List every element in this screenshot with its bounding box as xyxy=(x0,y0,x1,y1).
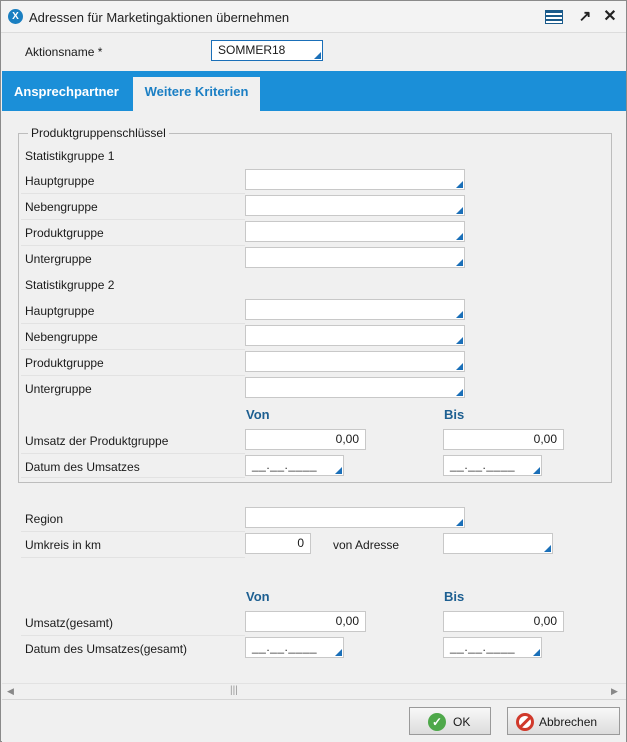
app-logo-icon: X xyxy=(8,9,23,24)
sg2-produktgruppe-label: Produktgruppe xyxy=(25,356,104,370)
sg1-untergruppe-input[interactable] xyxy=(245,247,465,268)
row-divider xyxy=(21,219,245,220)
umkreis-label: Umkreis in km xyxy=(25,538,102,552)
bis-column-heading: Bis xyxy=(444,407,465,422)
umsatz-produktgruppe-label: Umsatz der Produktgruppe xyxy=(25,434,169,448)
tab-ansprechpartner[interactable]: Ansprechpartner xyxy=(14,84,119,99)
dialog-footer xyxy=(2,699,626,742)
datum-umsatz-von-input[interactable]: __.__.____ xyxy=(245,455,344,476)
datum-umsatz-gesamt-bis-input[interactable]: __.__.____ xyxy=(443,637,542,658)
row-divider xyxy=(21,323,245,324)
horizontal-scrollbar[interactable] xyxy=(2,683,626,699)
sg2-hauptgruppe-input[interactable] xyxy=(245,299,465,320)
checkmark-icon: ✓ xyxy=(428,713,446,731)
sg1-hauptgruppe-label: Hauptgruppe xyxy=(25,174,95,188)
sg1-produktgruppe-label: Produktgruppe xyxy=(25,226,104,240)
umsatz-gesamt-bis-input[interactable]: 0,00 xyxy=(443,611,564,632)
sg2-hauptgruppe-label: Hauptgruppe xyxy=(25,304,95,318)
sg2-untergruppe-input[interactable] xyxy=(245,377,465,398)
von-adresse-label: von Adresse xyxy=(333,538,400,552)
umsatz-gesamt-label: Umsatz(gesamt) xyxy=(25,616,114,630)
umsatz-produktgruppe-bis-input[interactable]: 0,00 xyxy=(443,429,564,450)
tab-bar xyxy=(2,71,626,111)
sg2-produktgruppe-input[interactable] xyxy=(245,351,465,372)
ok-button[interactable] xyxy=(409,707,491,735)
sg1-nebengruppe-input[interactable] xyxy=(245,195,465,216)
gesamt-von-column-heading: Von xyxy=(246,589,270,604)
umsatz-gesamt-von-input[interactable]: 0,00 xyxy=(245,611,366,632)
row-divider xyxy=(21,375,245,376)
row-divider xyxy=(21,245,245,246)
von-adresse-input[interactable] xyxy=(443,533,553,554)
aktionsname-input[interactable]: SOMMER18 xyxy=(211,40,323,61)
row-divider xyxy=(21,453,245,454)
sg2-untergruppe-label: Untergruppe xyxy=(25,382,92,396)
ok-button-label: OK xyxy=(453,715,471,729)
sg2-nebengruppe-label: Nebengruppe xyxy=(25,330,98,344)
row-divider xyxy=(21,531,245,532)
datum-umsatz-gesamt-label: Datum des Umsatzes(gesamt) xyxy=(25,642,188,656)
aktionsname-label: Aktionsname * xyxy=(25,45,103,59)
sg1-untergruppe-label: Untergruppe xyxy=(25,252,92,266)
region-input[interactable] xyxy=(245,507,465,528)
umsatz-produktgruppe-von-input[interactable]: 0,00 xyxy=(245,429,366,450)
close-icon[interactable]: ✕ xyxy=(603,8,617,25)
scroll-grip-icon[interactable]: ||| xyxy=(230,685,238,696)
von-column-heading: Von xyxy=(246,407,270,422)
window-title: Adressen für Marketingaktionen übernehmen xyxy=(29,10,290,25)
scroll-left-icon[interactable]: ◀ xyxy=(7,686,14,696)
gesamt-bis-column-heading: Bis xyxy=(444,589,465,604)
statistikgruppe-1-heading: Statistikgruppe 1 xyxy=(25,149,115,163)
menu-icon[interactable] xyxy=(543,7,565,27)
title-bar xyxy=(1,1,626,33)
scroll-right-icon[interactable]: ▶ xyxy=(611,686,618,696)
row-divider xyxy=(21,557,245,558)
umkreis-input[interactable]: 0 xyxy=(245,533,311,554)
region-label: Region xyxy=(25,512,64,526)
produktgruppen-title: Produktgruppenschlüssel xyxy=(28,126,169,140)
maximize-icon[interactable]: ↗ xyxy=(578,8,592,25)
list-menu-icon xyxy=(545,10,563,24)
row-divider xyxy=(21,477,245,478)
datum-umsatz-bis-input[interactable]: __.__.____ xyxy=(443,455,542,476)
sg2-nebengruppe-input[interactable] xyxy=(245,325,465,346)
datum-umsatz-label: Datum des Umsatzes xyxy=(25,460,140,474)
sg1-produktgruppe-input[interactable] xyxy=(245,221,465,242)
statistikgruppe-2-heading: Statistikgruppe 2 xyxy=(25,278,115,292)
cancel-button-label: Abbrechen xyxy=(539,715,598,729)
row-divider xyxy=(21,635,245,636)
tab-weitere-kriterien[interactable]: Weitere Kriterien xyxy=(133,77,260,111)
datum-umsatz-gesamt-von-input[interactable]: __.__.____ xyxy=(245,637,344,658)
row-divider xyxy=(21,193,245,194)
row-divider xyxy=(21,349,245,350)
prohibited-icon xyxy=(516,713,534,731)
sg1-hauptgruppe-input[interactable] xyxy=(245,169,465,190)
cancel-button[interactable] xyxy=(507,707,620,735)
sg1-nebengruppe-label: Nebengruppe xyxy=(25,200,98,214)
